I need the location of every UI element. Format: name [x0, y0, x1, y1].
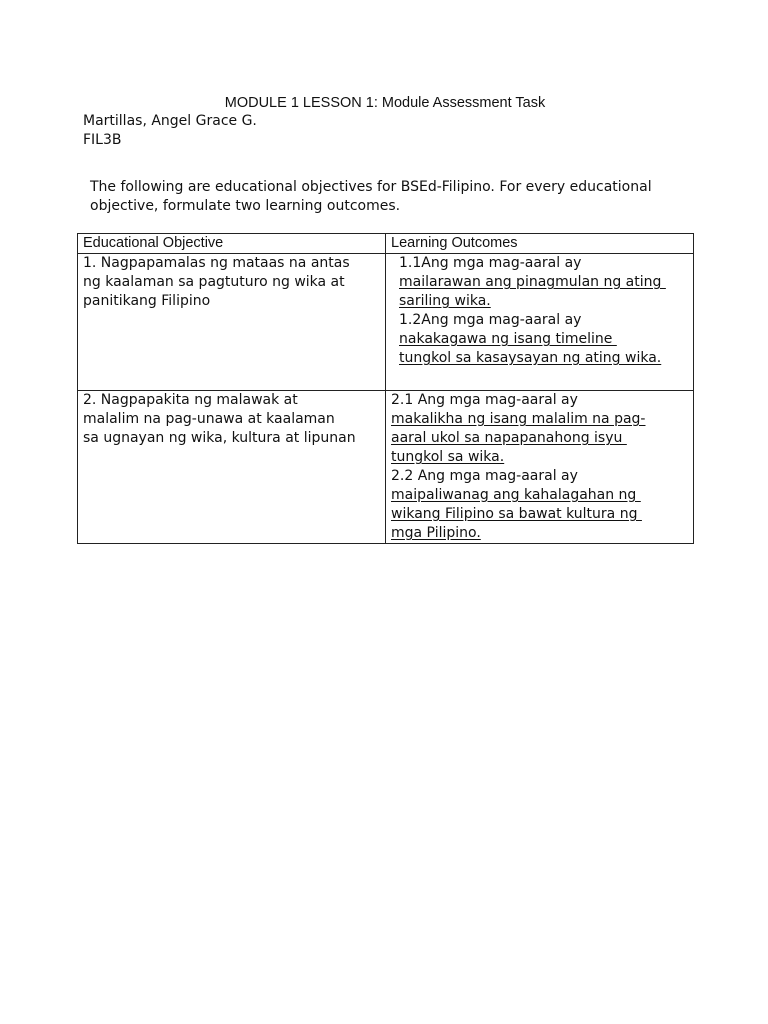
outcome-line: wikang Filipino sa bawat kultura ng [391, 506, 642, 522]
outcome-line: mga Pilipino. [391, 525, 481, 541]
objective-line: 2. Nagpapakita ng malawak at [83, 392, 298, 408]
outcome-line: tungkol sa wika. [391, 449, 505, 465]
header-educational-objective: Educational Objective [78, 234, 386, 254]
objectives-table [77, 233, 694, 544]
document-title: MODULE 1 LESSON 1: Module Assessment Task [224, 95, 546, 111]
outcome-line: aaral ukol sa napapanahong isyu [391, 430, 627, 446]
table-row [78, 391, 694, 544]
objective-cell [78, 391, 386, 544]
instructions-line: The following are educational objectives for BSEd-Filipino. For every educational [90, 179, 652, 195]
outcome-line: 1.1Ang mga mag-aaral ay [399, 255, 582, 271]
outcomes-cell [386, 254, 694, 391]
outcome-line: 2.2 Ang mga mag-aaral ay [391, 468, 578, 484]
instructions-line: objective, formulate two learning outcomes. [90, 198, 401, 214]
table-header-row [78, 234, 694, 254]
objective-line: sa ugnayan ng wika, kultura at lipunan [83, 430, 356, 446]
objective-line: 1. Nagpapamalas ng mataas na antas [83, 255, 350, 271]
header-learning-outcomes: Learning Outcomes [386, 234, 694, 254]
objective-line: ng kaalaman sa pagtuturo ng wika at [83, 274, 345, 290]
outcome-line: mailarawan ang pinagmulan ng ating [399, 274, 666, 290]
objective-cell [78, 254, 386, 391]
outcome-line: 2.1 Ang mga mag-aaral ay [391, 392, 578, 408]
outcome-line: tungkol sa kasaysayan ng ating wika. [399, 350, 662, 366]
outcome-line: makalikha ng isang malalim na pag- [391, 411, 646, 427]
outcomes-cell [386, 391, 694, 544]
outcome-line: maipaliwanag ang kahalagahan ng [391, 487, 641, 503]
table-row [78, 254, 694, 391]
objective-line: malalim na pag-unawa at kaalaman [83, 411, 335, 427]
outcome-line: sariling wika. [399, 293, 491, 309]
instructions-paragraph [90, 178, 690, 216]
outcome-line: 1.2Ang mga mag-aaral ay [399, 312, 582, 328]
class-section: FIL3B [83, 132, 122, 148]
student-name: Martillas, Angel Grace G. [83, 113, 257, 129]
outcome-line: nakakagawa ng isang timeline [399, 331, 617, 347]
objective-line: panitikang Filipino [83, 293, 211, 309]
